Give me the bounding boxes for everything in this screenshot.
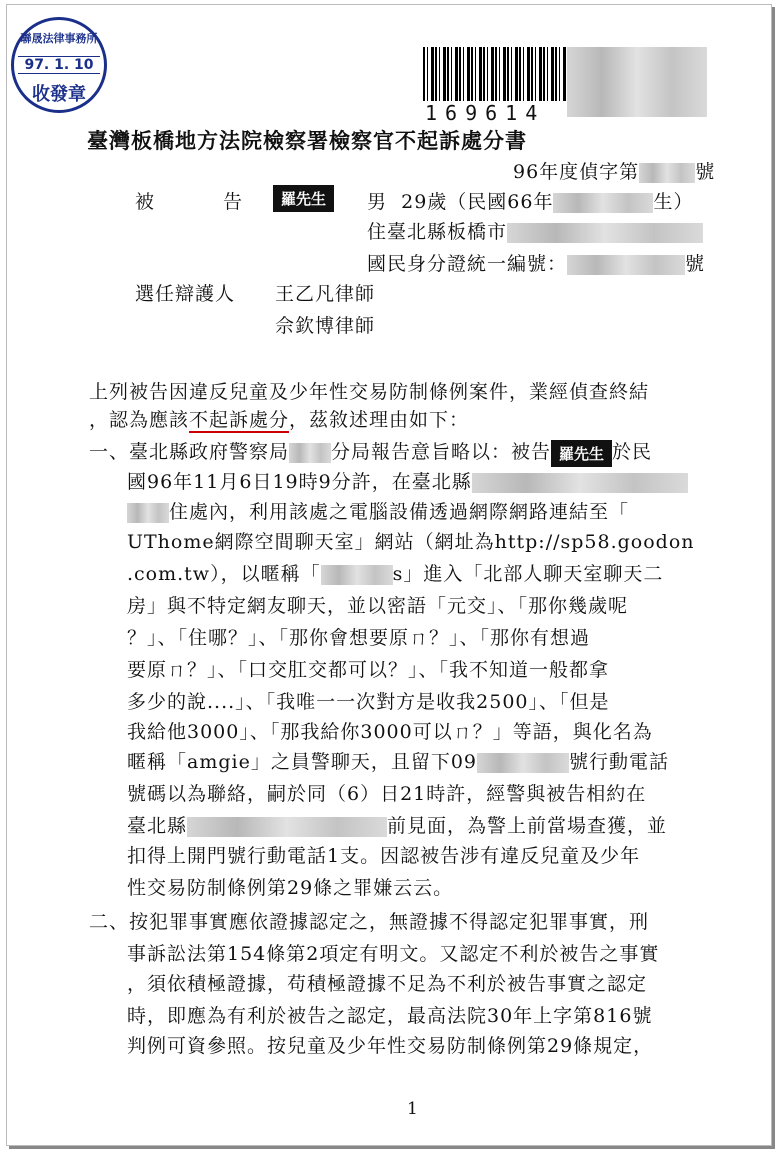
redacted-address: [507, 223, 703, 243]
barcode-number: 169614: [425, 101, 546, 125]
counsel-lawyer-2: 佘欽博律師: [275, 315, 376, 337]
section1-line-5: .com.tw），以暱稱「 s」進入「北部人聊天室聊天二: [127, 563, 664, 585]
section1-line-8: 要原ㄇ？」、「口交肛交都可以？」、「我不知道一般都拿: [127, 659, 610, 681]
section1-line-2: 國96年11月6日19時9分許，在臺北縣: [127, 467, 688, 494]
redacted-location: [472, 473, 688, 493]
redacted-meeting-place: [187, 817, 387, 837]
stamp-label: 收發章: [32, 84, 86, 105]
redacted-birthdate: [553, 193, 653, 213]
intro-line-1: 上列被告因違反兒童及少年性交易防制條例案件，業經偵查終結: [89, 381, 650, 403]
defendant-name-tag: 羅先生: [273, 185, 334, 212]
redacted-id: [567, 255, 685, 275]
case-number: 96年度偵字第 號: [513, 161, 716, 183]
redacted-nickname: [321, 565, 393, 585]
defendant-id: 國民身分證統一編號： 號: [367, 253, 706, 275]
defendant-role-2: 告: [223, 191, 244, 213]
barcode: [423, 47, 569, 101]
redacted-location-cont: [127, 503, 169, 523]
redacted-barcode-area: [567, 47, 707, 117]
counsel-lawyer-1: 王乙凡律師: [275, 283, 376, 305]
stamp-firm-name: 聯晟法律事務所: [20, 32, 98, 45]
defendant-name-tag-2: 羅先生: [551, 440, 612, 467]
redacted-precinct: [289, 443, 331, 463]
stamp-date: 97. 1. 10: [18, 56, 100, 74]
defendant-role-1: 被: [135, 191, 156, 213]
section1-line-12: 號碼以為聯絡，嗣於同（6）日21時許，經警與被告相約在: [127, 783, 647, 805]
document-page: [6, 4, 772, 1146]
receipt-stamp: [11, 17, 107, 113]
section1-line-11: 暱稱「amgie」之員警聊天，且留下09 號行動電話: [127, 751, 670, 773]
highlighted-phrase: 不起訴處分: [189, 409, 290, 431]
section1-line-1: 一、臺北縣政府警察局 分局報告意旨略以：被告 羅先生 於民: [89, 437, 652, 467]
section1-line-15: 性交易防制條例第29條之罪嫌云云。: [127, 877, 454, 899]
section2-line-2: 事訴訟法第154條第2項定有明文。又認定不利於被告之事實: [127, 943, 660, 965]
section1-line-14: 扣得上開門號行動電話1支。因認被告涉有違反兒童及少年: [127, 845, 641, 867]
section1-line-3: 住處內，利用該處之電腦設備透過網際網路連結至「: [127, 497, 629, 524]
redacted-case-no: [639, 163, 695, 183]
intro-line-2: ，認為應該不起訴處分，茲敘述理由如下：: [89, 409, 470, 431]
defendant-details: 男 29歲（民國66年 生）: [367, 191, 694, 213]
section1-line-7: ？」、「住哪？」、「那你會想要原ㄇ？」、「那你有想過: [127, 627, 591, 649]
section2-line-1: 二、按犯罪事實應依證據認定之，無證據不得認定犯罪事實，刑: [89, 911, 650, 933]
section1-line-9: 多少的說....」、「我唯一一次對方是收我2500」、「但是: [127, 691, 610, 713]
section1-line-10: 我給他3000」、「那我給你3000可以ㄇ？」等語，與化名為: [127, 721, 653, 743]
section2-line-4: 時，即應為有利於被告之認定，最高法院30年上字第816號: [127, 1005, 653, 1027]
document-title: 臺灣板橋地方法院檢察署檢察官不起訴處分書: [87, 128, 527, 153]
defendant-address: 住臺北縣板橋市: [367, 217, 703, 244]
section1-line-6: 房」與不特定網友聊天，並以密語「元交」、「那你幾歲呢: [127, 595, 629, 617]
counsel-role: 選任辯護人: [135, 283, 236, 305]
section2-line-5: 判例可資參照。按兒童及少年性交易防制條例第29條規定，: [127, 1035, 654, 1057]
section2-line-3: ，須依積極證據，苟積極證據不足為不利於被告事實之認定: [127, 973, 648, 995]
redacted-phone: [477, 753, 569, 773]
section1-line-4: UThome網際空間聊天室」網站（網址為http://sp58.goodon: [127, 531, 695, 553]
page-number: 1: [407, 1099, 418, 1119]
section1-line-13: 臺北縣 前見面，為警上前當場查獲，並: [127, 815, 668, 837]
